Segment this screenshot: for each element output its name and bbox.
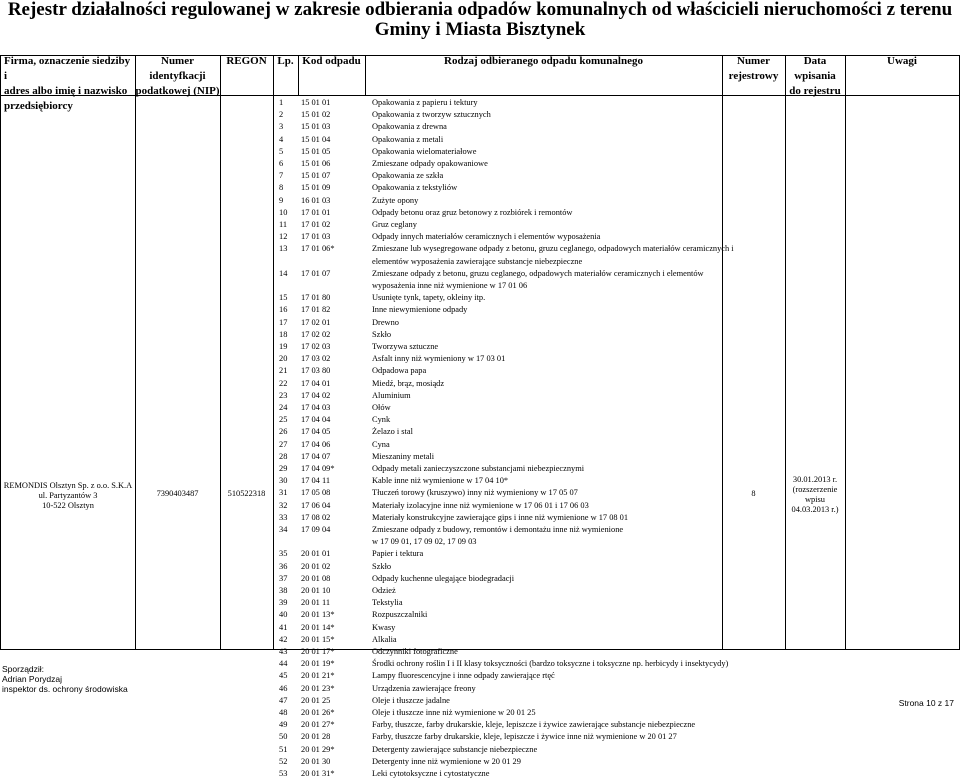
entity-nip: 7390403487 — [156, 489, 199, 498]
row-kod: 17 01 80 — [301, 293, 331, 303]
header-numer — [722, 54, 785, 95]
col-border — [785, 55, 786, 649]
row-kod: 20 01 11 — [301, 598, 331, 608]
header-data-line: Data — [803, 55, 827, 67]
row-kod: 17 04 09* — [301, 464, 335, 473]
row-lp: 30 — [279, 476, 288, 486]
row-rodzaj: Drewno — [372, 317, 399, 327]
row-kod: 15 01 04 — [301, 134, 331, 144]
row-kod: 17 03 02 — [301, 354, 331, 364]
row-kod: 17 09 04 — [301, 525, 331, 534]
row-kod: 17 01 02 — [301, 220, 331, 229]
row-kod: 17 04 01 — [301, 378, 331, 388]
row-kod: 15 01 05 — [301, 146, 331, 156]
header-nip-line: podatkowej (NIP) — [135, 85, 220, 97]
row-rodzaj: Opakowania z tworzyw sztucznych — [372, 110, 491, 120]
row-kod: 20 01 19* — [301, 659, 335, 669]
row-kod: 20 01 15* — [301, 634, 335, 644]
row-kod: 15 01 06 — [301, 159, 331, 168]
row-lp: 32 — [279, 500, 288, 510]
row-rodzaj: Opakowania z papieru i tektury — [372, 98, 478, 107]
row-rodzaj: Materiały konstrukcyjne zawierające gips i inne niż wymienione w 17 08 01 — [372, 512, 629, 522]
row-kod: 15 01 07 — [301, 171, 331, 181]
row-lp: 36 — [279, 561, 288, 571]
entity-data-line: 04.03.2013 r.) — [791, 505, 839, 514]
row-rodzaj: Leki cytotoksyczne i cytostatyczne — [372, 769, 490, 778]
row-kod: 20 01 29* — [301, 744, 335, 754]
row-lp: 38 — [279, 586, 288, 595]
entity-city-line: 10-522 Olsztyn — [42, 501, 94, 510]
header-firma-line: przedsiębiorcy — [4, 100, 73, 112]
entity-data — [785, 475, 845, 515]
row-kod: 17 01 07 — [301, 268, 331, 278]
row-lp: 21 — [279, 366, 288, 376]
row-lp: 49 — [279, 720, 288, 730]
prepared-name: Adrian Porydzaj — [2, 674, 63, 684]
row-kod: 20 01 27* — [301, 720, 335, 730]
row-rodzaj-continued: elementów wyposażenia zawierające substancje niebezpieczne — [372, 256, 583, 266]
row-rodzaj: Zmieszane odpady z budowy, remontów i demontażu inne niż wymienione — [372, 525, 624, 534]
row-kod: 17 04 04 — [301, 415, 331, 425]
row-kod: 20 01 01 — [301, 549, 331, 559]
row-lp: 34 — [279, 525, 288, 534]
row-lp: 2 — [279, 110, 284, 120]
row-rodzaj: Detergenty zawierające substancje niebezpieczne — [372, 744, 538, 754]
row-kod: 15 01 09 — [301, 183, 331, 193]
row-rodzaj: Odpady innych materiałów ceramicznych i elementów wyposażenia — [372, 232, 601, 242]
row-rodzaj: Gruz ceglany — [372, 220, 417, 229]
row-lp: 48 — [279, 708, 288, 717]
row-lp: 10 — [279, 207, 288, 217]
row-rodzaj: Oleje i tłuszcze jadalne — [372, 695, 450, 705]
row-rodzaj: Asfalt inny niż wymieniony w 17 03 01 — [372, 354, 506, 364]
title-line-2: Gminy i Miasta Bisztynek — [374, 19, 586, 40]
row-lp: 1 — [279, 98, 284, 107]
entity-data-line: (rozszerzenie — [792, 485, 838, 494]
row-rodzaj: Alkalia — [372, 634, 397, 644]
row-rodzaj: Odpadowa papa — [372, 366, 427, 376]
row-kod: 17 05 08 — [301, 488, 331, 498]
row-rodzaj: Oleje i tłuszcze inne niż wymienione w 20 01 25 — [372, 708, 536, 717]
row-lp: 40 — [279, 610, 288, 620]
row-rodzaj: Opakowania z drewna — [372, 122, 447, 132]
row-kod: 17 02 01 — [301, 317, 331, 327]
row-rodzaj: Urządzenia zawierające freony — [372, 683, 476, 693]
row-lp: 41 — [279, 622, 288, 632]
row-lp: 52 — [279, 756, 288, 766]
row-kod: 17 02 03 — [301, 342, 331, 351]
row-kod: 17 06 04 — [301, 500, 331, 510]
row-rodzaj: Środki ochrony roślin I i II klasy toksyczności (bardzo toksyczne i toksyczne np. herbicydy i insektycydy) — [372, 659, 729, 669]
row-kod: 20 01 28 — [301, 732, 331, 742]
row-kod: 20 01 31* — [301, 769, 335, 778]
entity-numer: 8 — [751, 489, 756, 498]
row-lp: 14 — [279, 268, 288, 278]
row-kod: 17 04 06 — [301, 439, 331, 449]
row-rodzaj-continued: w 17 09 01, 17 09 02, 17 09 03 — [372, 537, 477, 547]
row-lp: 47 — [279, 695, 288, 705]
row-rodzaj: Odpady kuchenne ulegające biodegradacji — [372, 573, 515, 583]
header-numer-line: rejestrowy — [728, 70, 779, 82]
row-lp: 43 — [279, 647, 288, 656]
row-kod: 17 04 02 — [301, 390, 331, 400]
col-border — [220, 55, 221, 649]
row-kod: 20 01 30 — [301, 756, 331, 766]
row-lp: 22 — [279, 378, 288, 388]
row-lp: 6 — [279, 159, 284, 168]
header-regon: REGON — [226, 55, 267, 67]
row-kod: 17 04 05 — [301, 427, 331, 437]
document-title — [0, 0, 960, 40]
row-rodzaj: Kwasy — [372, 622, 396, 632]
entity-data-line: wpisu — [804, 495, 825, 504]
col-border — [135, 55, 136, 649]
row-rodzaj: Tekstylia — [372, 598, 403, 608]
row-rodzaj: Lampy fluorescencyjne i inne odpady zawierające rtęć — [372, 671, 555, 681]
row-rodzaj: Farby, tłuszcze, farby drukarskie, kleje, lepiszcze i żywice zawierające substancje niebezpieczne — [372, 720, 696, 730]
row-lp: 17 — [279, 317, 288, 327]
header-nip — [135, 54, 220, 95]
col-border — [0, 55, 1, 649]
row-lp: 4 — [279, 134, 284, 144]
row-lp: 35 — [279, 549, 288, 559]
row-lp: 20 — [279, 354, 288, 364]
row-lp: 8 — [279, 183, 284, 193]
row-rodzaj-continued: wyposażenia inne niż wymienione w 17 01 06 — [372, 281, 528, 290]
header-numer-line: Numer — [737, 55, 770, 67]
row-rodzaj: Opakowania wielomateriałowe — [372, 146, 477, 156]
row-kod: 15 01 03 — [301, 122, 331, 132]
row-lp: 45 — [279, 671, 288, 681]
row-lp: 28 — [279, 451, 288, 461]
row-rodzaj: Farby, tłuszcze farby drukarskie, kleje, lepiszcze i żywice inne niż wymienione w 20 01 27 — [372, 732, 677, 742]
row-rodzaj: Żelazo i stal — [372, 427, 413, 437]
prepared-label: Sporządził: — [2, 664, 45, 674]
row-rodzaj: Cyna — [372, 439, 390, 449]
header-kod: Kod odpadu — [302, 55, 361, 67]
row-kod: 20 01 08 — [301, 573, 331, 583]
row-rodzaj: Opakowania z tekstyliów — [372, 183, 458, 193]
row-kod: 20 01 26* — [301, 708, 335, 717]
row-lp: 37 — [279, 573, 288, 583]
header-lp: Lp. — [277, 55, 294, 67]
title-line-1: Rejestr działalności regulowanej w zakresie odbierania odpadów komunalnych od właścicieli nieruchomości z terenu — [7, 0, 953, 20]
row-kod: 20 01 17* — [301, 647, 335, 656]
row-rodzaj: Opakowania ze szkła — [372, 171, 444, 181]
row-rodzaj: Cynk — [372, 415, 391, 425]
header-data-line: do rejestru — [789, 85, 841, 97]
row-rodzaj: Odzież — [372, 586, 396, 595]
page-number: Strona 10 z 17 — [898, 698, 954, 708]
row-rodzaj: Ołów — [372, 403, 391, 412]
row-rodzaj: Aluminium — [372, 390, 411, 400]
row-kod: 17 04 11 — [301, 476, 331, 486]
row-lp: 39 — [279, 598, 288, 608]
row-lp: 26 — [279, 427, 288, 437]
row-kod: 15 01 02 — [301, 110, 331, 120]
row-kod: 20 01 23* — [301, 683, 335, 693]
header-uwagi: Uwagi — [887, 55, 917, 67]
row-lp: 19 — [279, 342, 288, 351]
row-lp: 27 — [279, 439, 288, 449]
row-rodzaj: Detergenty inne niż wymienione w 20 01 29 — [372, 756, 521, 766]
row-kod: 20 01 02 — [301, 561, 331, 571]
row-kod: 17 03 80 — [301, 366, 331, 376]
row-lp: 46 — [279, 683, 288, 693]
row-rodzaj: Tworzywa sztuczne — [372, 342, 439, 351]
row-lp: 33 — [279, 512, 288, 522]
row-kod: 15 01 01 — [301, 98, 331, 107]
row-rodzaj: Zmieszane odpady opakowaniowe — [372, 159, 488, 168]
row-lp: 50 — [279, 732, 288, 742]
header-rodzaj: Rodzaj odbieranego odpadu komunalnego — [444, 55, 643, 67]
row-rodzaj: Usunięte tynk, tapety, okleiny itp. — [372, 293, 486, 303]
row-lp: 31 — [279, 488, 288, 498]
row-rodzaj: Kable inne niż wymienione w 17 04 10* — [372, 476, 509, 486]
row-lp: 42 — [279, 634, 288, 644]
row-rodzaj: Miedź, brąz, mosiądz — [372, 378, 445, 388]
row-kod: 17 02 02 — [301, 329, 331, 339]
row-rodzaj: Zmieszane lub wysegregowane odpady z betonu, gruzu ceglanego, odpadowych materiałów ceramicznych i — [372, 244, 734, 254]
row-lp: 29 — [279, 464, 288, 473]
row-kod: 20 01 13* — [301, 610, 335, 620]
row-kod: 17 08 02 — [301, 512, 331, 522]
row-kod: 17 01 82 — [301, 305, 331, 315]
row-rodzaj: Odpady metali zanieczyszczone substancjami niebezpiecznymi — [372, 464, 585, 473]
row-rodzaj: Zmieszane odpady z betonu, gruzu ceglanego, odpadowych materiałów ceramicznych i elementów — [372, 268, 704, 278]
row-lp: 25 — [279, 415, 288, 425]
row-kod: 20 01 25 — [301, 695, 331, 705]
row-kod: 20 01 10 — [301, 586, 331, 595]
row-rodzaj: Odpady betonu oraz gruz betonowy z rozbiórek i remontów — [372, 207, 573, 217]
row-lp: 44 — [279, 659, 288, 669]
row-rodzaj: Opakowania z metali — [372, 134, 444, 144]
row-rodzaj: Inne niewymienione odpady — [372, 305, 468, 315]
row-rodzaj: Szkło — [372, 561, 392, 571]
row-lp: 7 — [279, 171, 284, 181]
row-kod: 16 01 03 — [301, 195, 331, 205]
table-bottom-border — [0, 649, 960, 650]
header-data — [785, 54, 845, 95]
row-rodzaj: Zużyte opony — [372, 195, 419, 205]
row-rodzaj: Papier i tektura — [372, 549, 424, 559]
row-rodzaj: Szkło — [372, 329, 392, 339]
row-kod: 17 01 06* — [301, 244, 335, 254]
row-kod: 17 04 03 — [301, 403, 331, 412]
row-kod: 20 01 21* — [301, 671, 335, 681]
row-kod: 17 01 01 — [301, 207, 331, 217]
header-nip-line: Numer identyfkacji — [149, 55, 206, 82]
row-lp: 53 — [279, 769, 288, 778]
row-lp: 15 — [279, 293, 288, 303]
row-rodzaj: Materiały izolacyjne inne niż wymienione w 17 06 01 i 17 06 03 — [372, 500, 589, 510]
prepared-by — [2, 664, 128, 694]
row-lp: 51 — [279, 744, 288, 754]
header-firma-line: Firma, oznaczenie siedziby i — [4, 55, 131, 82]
row-lp: 9 — [279, 195, 284, 205]
row-rodzaj: Rozpuszczalniki — [372, 610, 428, 620]
col-border — [722, 55, 723, 649]
row-rodzaj: Mieszaniny metali — [372, 451, 435, 461]
entity-name — [1, 481, 135, 511]
header-firma-line: adres albo imię i nazwisko — [4, 85, 128, 97]
prepared-role: inspektor ds. ochrony środowiska — [2, 684, 128, 694]
row-lp: 23 — [279, 390, 288, 400]
row-rodzaj: Tłuczeń torowy (kruszywo) inny niż wymieniony w 17 05 07 — [372, 488, 578, 498]
col-border — [273, 55, 274, 649]
row-lp: 3 — [279, 122, 284, 132]
header-data-line: wpisania — [794, 70, 836, 82]
entity-regon: 510522318 — [227, 489, 266, 498]
row-lp: 24 — [279, 403, 288, 412]
row-lp: 12 — [279, 232, 288, 242]
row-lp: 18 — [279, 329, 288, 339]
entity-name-line: REMONDIS Olsztyn Sp. z o.o. S.K.A — [3, 481, 133, 490]
entity-data-line: 30.01.2013 r. — [792, 475, 838, 484]
row-kod: 20 01 14* — [301, 622, 335, 632]
row-lp: 11 — [279, 220, 288, 229]
col-border — [845, 55, 846, 649]
row-kod: 17 04 07 — [301, 451, 331, 461]
row-lp: 5 — [279, 146, 284, 156]
row-rodzaj: Odczynniki fotograficzne — [372, 647, 458, 656]
row-lp: 16 — [279, 305, 288, 315]
header-firma — [4, 54, 134, 112]
entity-address-line: ul. Partyzantów 3 — [38, 491, 98, 500]
row-kod: 17 01 03 — [301, 232, 331, 242]
row-lp: 13 — [279, 244, 288, 254]
